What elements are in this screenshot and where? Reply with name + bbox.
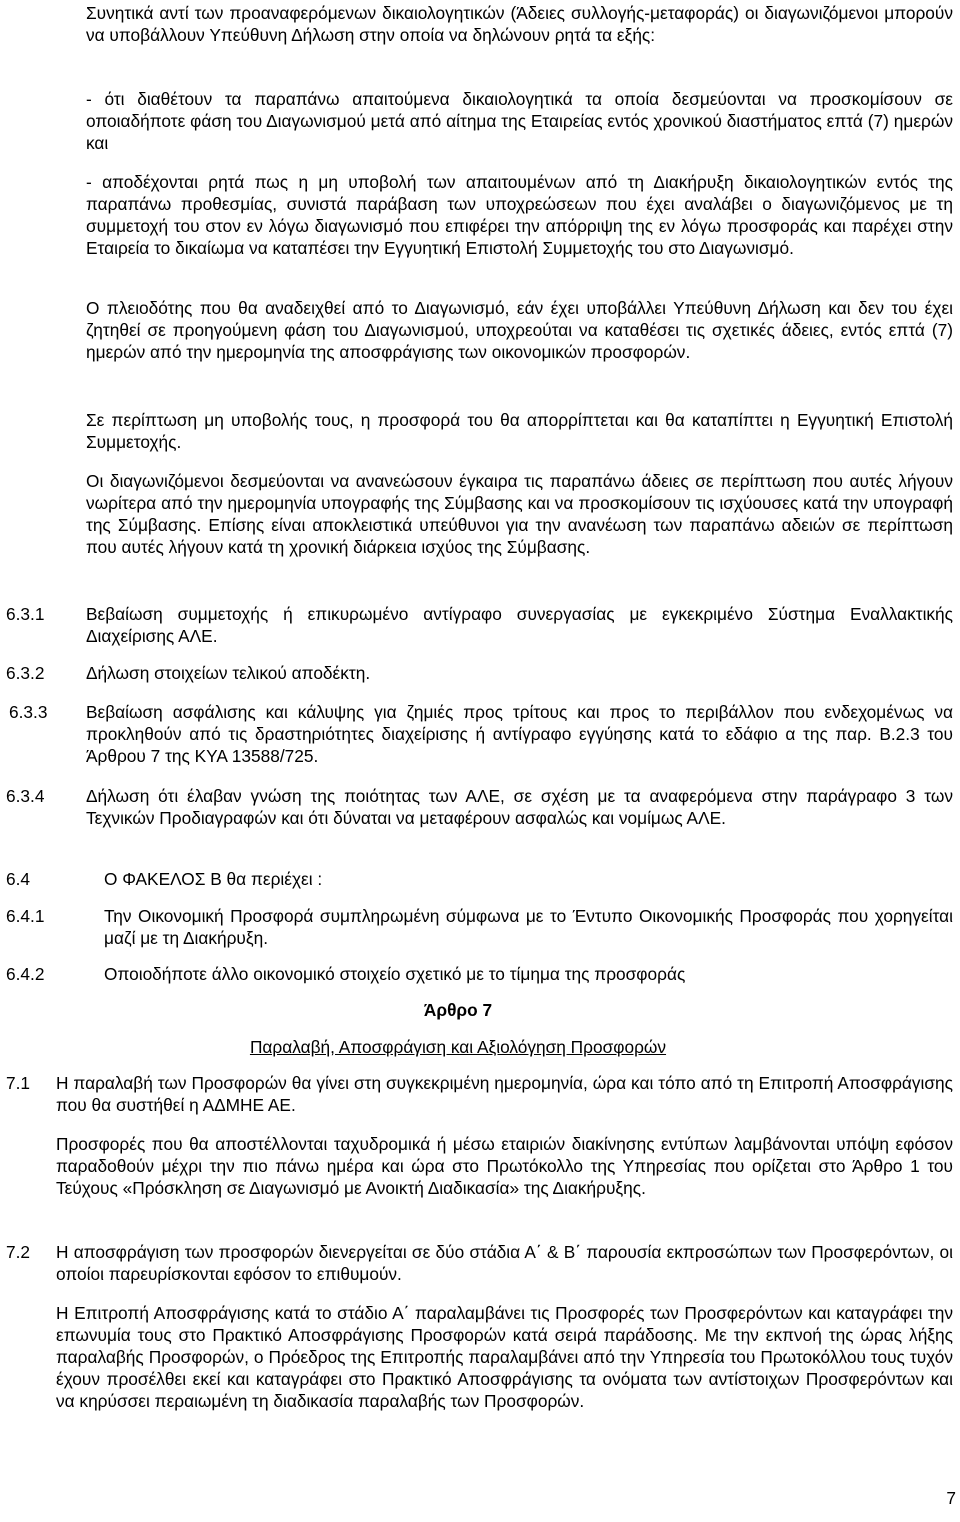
- list-item-6-3-3: [6, 701, 953, 767]
- item-text: Δήλωση στοιχείων τελικού αποδέκτη.: [86, 663, 371, 683]
- item-number: 6.3.1: [6, 604, 45, 624]
- item-text: Την Οικονομική Προσφορά συμπληρωμένη σύμφωνα με το Έντυπο Οικονομικής Προσφοράς που χορηγείται μαζί με τη Διακήρυξη.: [104, 906, 953, 948]
- section-7-1: [6, 1072, 953, 1116]
- item-text: Οποιοδήποτε άλλο οικονομικό στοιχείο σχετικό με το τίμημα της προσφοράς: [104, 964, 686, 984]
- item-number: 6.4.1: [6, 906, 45, 926]
- section-text: Η παραλαβή των Προσφορών θα γίνει στη συγκεκριμένη ημερομηνία, ώρα και τόπο από τη Επιτροπή Αποσφράγισης που θα συστήθεί η ΑΔΜΗΕ ΑΕ.: [56, 1073, 953, 1115]
- article-subheading: Παραλαβή, Αποσφράγιση και Αξιολόγηση Προσφορών: [249, 1037, 667, 1057]
- paragraph-renewal-obligation: Οι διαγωνιζόμενοι δεσμεύονται να ανανεώσουν έγκαιρα τις παραπάνω άδειες σε περίπτωση που αυτές λήγουν νωρίτερα από την ημερομηνία υπογραφής της Σύμβασης και να προσκομίσουν τις ισχύουσες κατά την υπογραφή της Σύμβασης. Επίσης είναι αποκλειστικά υπεύθυνοι για την ανανέωση των παραπάνω αδειών σε περίπτωση που αυτές λήγουν κατά τη χρονική διάρκεια ισχύος της Σύμβασης.: [86, 471, 953, 557]
- list-item-6-4-2: [6, 963, 953, 985]
- paragraph-alternative-declaration: Συνητικά αντί των προαναφερόμενων δικαιολογητικών (Άδειες συλλογής-μεταφοράς) οι διαγωνιζόμενοι μπορούν να υποβάλλουν Υπεύθυνη Δήλωση στην οποία να δηλώνουν ρητά τα εξής:: [86, 3, 953, 45]
- item-text: Ο ΦΑΚΕΛΟΣ Β θα περιέχει :: [104, 869, 323, 889]
- list-item-6-3-4: [6, 785, 953, 851]
- item-text: Βεβαίωση συμμετοχής ή επικυρωμένο αντίγραφο συνεργασίας με εγκεκριμένο Σύστημα Εναλλακτικής Διαχείρισης ΑΛΕ.: [86, 604, 953, 646]
- paragraph-winning-bidder: Ο πλειοδότης που θα αναδειχθεί από το Διαγωνισμό, εάν έχει υποβάλλει Υπεύθυνη Δήλωση και δεν του έχει ζητηθεί σε προηγούμενη φάση του Διαγωνισμού, υποχρεούται να καταθέσει τις σχετικές άδειες, εντός επτά (7) ημερών από την ημερομηνία της αποσφράγισης των οικονομικών προσφορών.: [86, 298, 953, 362]
- paragraph-postal-submissions: Προσφορές που θα αποστέλλονται ταχυδρομικά ή μέσω εταιριών διακίνησης εντύπων λαμβάνονται υπόψη εφόσον παραδοθούν μέχρι την πιο πάνω ημέρα και ώρα στο Πρωτόκολλο της Υπηρεσίας που ορίζεται στο Άρθρο 1 του Τεύχους «Πρόσκληση σε Διαγωνισμό με Ανοικτή Διαδικασία» της Διακήρυξης.: [56, 1134, 953, 1198]
- item-number: 6.4.2: [6, 964, 45, 984]
- section-number: 7.1: [6, 1073, 31, 1093]
- section-text: Η αποσφράγιση των προσφορών διενεργείται σε δύο στάδια Α΄ & Β΄ παρουσία εκπροσώπων των Προσφερόντων, οι οποίοι παρευρίσκονται εφόσον το επιθυμούν.: [56, 1242, 953, 1284]
- list-item-6-4-1: [6, 905, 953, 949]
- item-number: 6.4: [6, 869, 31, 889]
- paragraph-dash-item-2: - αποδέχονται ρητά πως η μη υποβολή των απαιτουμένων από τη Διακήρυξη δικαιολογητικών εντός της παραπάνω προθεσμίας, συνιστά παράβαση των υποχρεώσεων που έχει αναλάβει ο διαγωνιζόμενος με τη συμμετοχή του στον εν λόγω διαγωνισμό που επιφέρει την απόρριψη της εν λόγω προσφοράς και παρέχει στην Εταιρεία το δικαίωμα να καταπέσει την Εγγυητική Επιστολή Συμμετοχής του στο Διαγωνισμό.: [86, 172, 953, 258]
- item-text: Δήλωση ότι έλαβαν γνώση της ποιότητας των ΑΛΕ, σε σχέση με τα αναφερόμενα στην παράγραφο 3 των Τεχνικών Προδιαγραφών και ότι δύναται να μεταφέρουν ασφαλώς και νομίμως ΑΛΕ.: [86, 786, 953, 828]
- paragraph-non-submission: Σε περίπτωση μη υποβολής τους, η προσφορά του θα απορρίπτεται και θα καταπίπτει η Εγγυητική Επιστολή Συμμετοχής.: [86, 410, 953, 452]
- item-number: 6.3.2: [6, 663, 45, 683]
- list-item-6-4: [6, 868, 953, 890]
- item-text: Βεβαίωση ασφάλισης και κάλυψης για ζημιές προς τρίτους και προς το περιβάλλον που ενδεχομένως να προκληθούν από τις δραστηριότητες διαχείρισης ή αντίγραφο εγγύησης κατά το εδάφιο α της παρ. Β.2.3 του Άρθρου 7 της ΚΥΑ 13588/725.: [86, 702, 953, 766]
- list-item-6-3-2: [6, 662, 953, 684]
- item-number: 6.3.3: [9, 702, 48, 722]
- paragraph-dash-item-1: - ότι διαθέτουν τα παραπάνω απαιτούμενα δικαιολογητικά τα οποία δεσμεύονται να προσκομίσουν σε οποιαδήποτε φάση του Διαγωνισμού μετά από αίτημα της Εταιρείας εντός χρονικού διαστήματος επτά (7) ημερών και: [86, 89, 953, 153]
- item-number: 6.3.4: [6, 786, 45, 806]
- article-heading: Άρθρο 7: [423, 1000, 493, 1020]
- section-number: 7.2: [6, 1242, 31, 1262]
- paragraph-opening-committee: Η Επιτροπή Αποσφράγισης κατά το στάδιο Α΄ παραλαμβάνει τις Προσφορές των Προσφερόντων και καταγράφει την επωνυμία τους στο Πρακτικό Αποσφράγισης Προσφορών κατά σειρά παράδοσης. Με την εκπνοή της ώρας λήξης παραλαβής Προσφορών, ο Πρόεδρος της Επιτροπής παραλαμβάνει από την Υπηρεσία του Πρωτοκόλλου τους τυχόν έχουν προσέλθει εκεί και καταγράφει στο Πρακτικό Αποσφράγισης τα ονόματα των αντίστοιχων Προσφερόντων και να κηρύσσει περαιωμένη τη διαδικασία παραλαβής των Προσφορών.: [56, 1303, 953, 1411]
- page-number: 7: [946, 1488, 956, 1508]
- section-7-2: [6, 1241, 953, 1285]
- list-item-6-3-1: [6, 603, 953, 647]
